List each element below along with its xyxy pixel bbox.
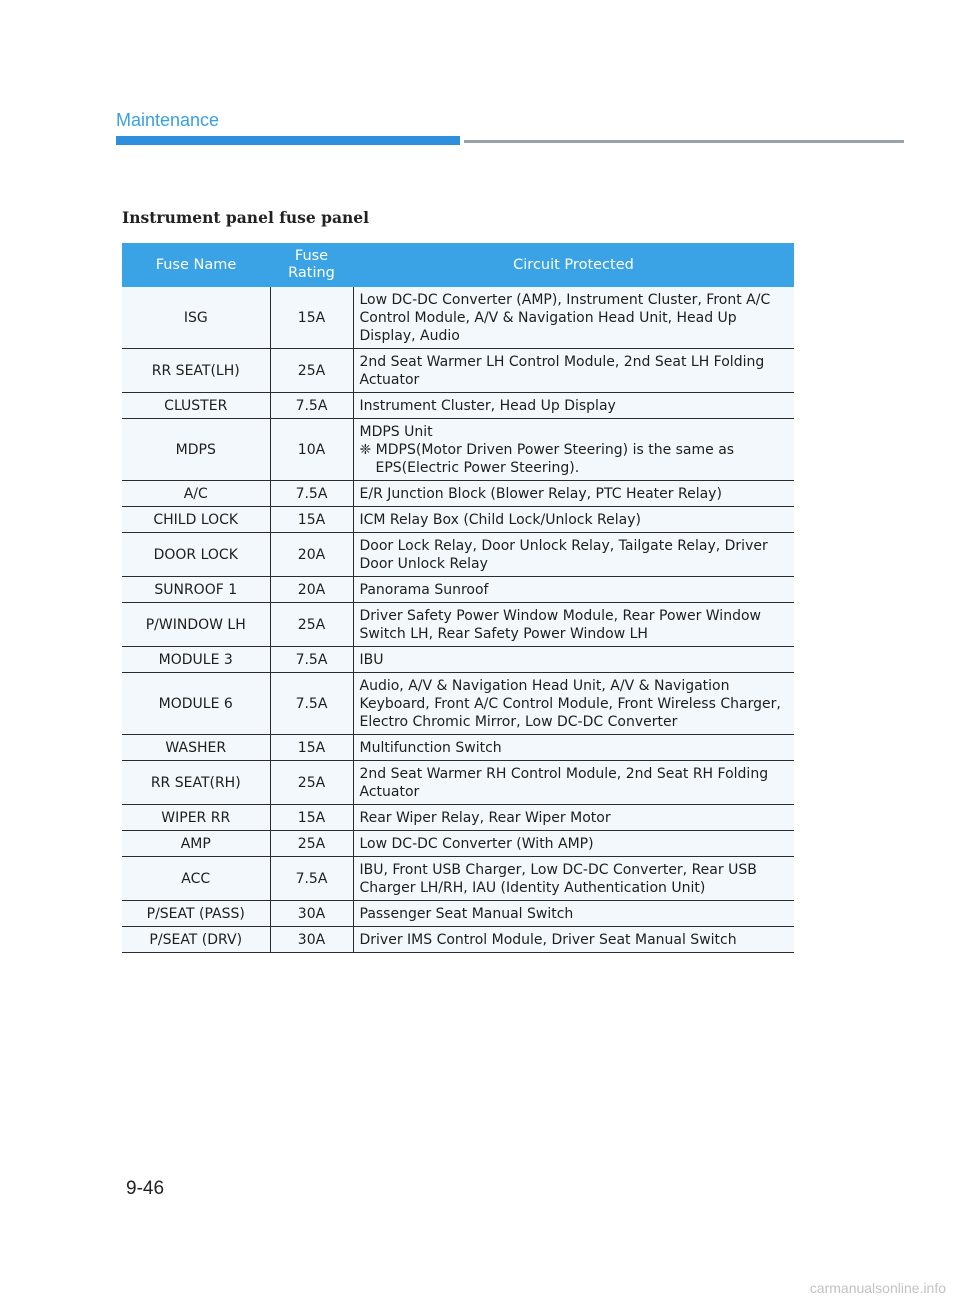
circuit-protected-cell [353,831,794,857]
fuse-rating-cell: 25A [270,603,353,647]
circuit-text: IBU [359,652,384,668]
column-header-circuit-protected: Circuit Protected [353,243,794,287]
fuse-rating-cell: 30A [270,901,353,927]
fuse-name-cell: CHILD LOCK [122,507,270,533]
fuse-rating-cell: 7.5A [270,481,353,507]
table-row [122,419,794,481]
fuse-name-cell: MDPS [122,419,270,481]
table-row [122,805,794,831]
fuse-name-cell: AMP [122,831,270,857]
circuit-text: Multifunction Switch [359,740,502,756]
circuit-protected-cell [353,481,794,507]
fuse-name-cell: A/C [122,481,270,507]
section-title: Maintenance [116,110,220,130]
circuit-protected-cell [353,735,794,761]
circuit-text: Low DC-DC Converter (With AMP) [359,836,594,852]
circuit-protected-cell [353,901,794,927]
circuit-protected-cell [353,287,794,349]
circuit-protected-cell [353,577,794,603]
table-row [122,857,794,901]
fuse-rating-cell: 30A [270,927,353,953]
fuse-name-cell: RR SEAT(RH) [122,761,270,805]
circuit-text: Door Lock Relay, Door Unlock Relay, Tailgate Relay, Driver Door Unlock Relay [359,538,768,572]
fuse-name-cell: P/SEAT (DRV) [122,927,270,953]
circuit-text: ICM Relay Box (Child Lock/Unlock Relay) [359,512,641,528]
circuit-protected-cell [353,761,794,805]
circuit-text: Rear Wiper Relay, Rear Wiper Motor [359,810,611,826]
fuse-name-cell: P/WINDOW LH [122,603,270,647]
circuit-text: Low DC-DC Converter (AMP), Instrument Cluster, Front A/C Control Module, A/V & Navigation Head Unit, Head Up Display, Audio [359,292,771,344]
fuse-name-cell: WASHER [122,735,270,761]
circuit-text: Audio, A/V & Navigation Head Unit, A/V & Navigation Keyboard, Front A/C Control Module, Front Wireless Charger, Electro Chromic Mirror, Low DC-DC Converter [359,678,781,730]
fuse-name-cell: ACC [122,857,270,901]
circuit-text: 2nd Seat Warmer LH Control Module, 2nd Seat LH Folding Actuator [359,354,765,388]
circuit-text: E/R Junction Block (Blower Relay, PTC Heater Relay) [359,486,722,502]
fuse-rating-cell: 20A [270,577,353,603]
circuit-protected-cell [353,673,794,735]
table-row [122,927,794,953]
fuse-rating-cell: 7.5A [270,857,353,901]
table-row [122,349,794,393]
fuse-name-cell: MODULE 6 [122,673,270,735]
table-row [122,287,794,349]
table-row [122,393,794,419]
fuse-name-cell: WIPER RR [122,805,270,831]
fuse-name-cell: ISG [122,287,270,349]
circuit-protected-cell [353,647,794,673]
fuse-name-cell: RR SEAT(LH) [122,349,270,393]
fuse-table-body [122,287,794,953]
page-number: 9-46 [126,1178,165,1199]
header-rule [464,140,904,143]
circuit-text: Instrument Cluster, Head Up Display [359,398,616,414]
fuse-rating-cell: 20A [270,533,353,577]
table-row [122,647,794,673]
fuse-rating-cell: 7.5A [270,393,353,419]
circuit-protected-cell [353,603,794,647]
fuse-rating-cell: 25A [270,831,353,857]
watermark: carmanualsonline.info [809,1280,946,1296]
table-header-row [122,243,794,287]
fuse-rating-cell: 25A [270,761,353,805]
circuit-protected-cell [353,533,794,577]
circuit-text: Driver IMS Control Module, Driver Seat Manual Switch [359,932,737,948]
header-rule-accent [116,136,460,145]
table-row [122,831,794,857]
circuit-text: MDPS Unit [359,424,433,440]
fuse-rating-cell: 15A [270,735,353,761]
column-header-fuse-rating: Fuse Rating [270,243,353,287]
circuit-protected-cell [353,805,794,831]
fuse-rating-cell: 15A [270,507,353,533]
circuit-text: 2nd Seat Warmer RH Control Module, 2nd Seat RH Folding Actuator [359,766,769,800]
table-row [122,481,794,507]
fuse-rating-cell: 15A [270,287,353,349]
table-row [122,901,794,927]
circuit-protected-cell [353,857,794,901]
circuit-protected-cell [353,419,794,481]
table-row [122,507,794,533]
fuse-rating-cell: 7.5A [270,673,353,735]
fuse-rating-cell: 10A [270,419,353,481]
circuit-protected-cell [353,393,794,419]
column-header-fuse-name: Fuse Name [122,243,270,287]
fuse-name-cell: MODULE 3 [122,647,270,673]
table-row [122,761,794,805]
circuit-text: Passenger Seat Manual Switch [359,906,574,922]
fuse-name-cell: SUNROOF 1 [122,577,270,603]
fuse-table [122,243,794,953]
fuse-rating-cell: 25A [270,349,353,393]
circuit-protected-cell [353,927,794,953]
table-row [122,673,794,735]
circuit-text: Panorama Sunroof [359,582,489,598]
fuse-name-cell: P/SEAT (PASS) [122,901,270,927]
fuse-rating-cell: 15A [270,805,353,831]
circuit-protected-cell [353,507,794,533]
circuit-text: IBU, Front USB Charger, Low DC-DC Converter, Rear USB Charger LH/RH, IAU (Identity Authentication Unit) [359,862,757,896]
table-row [122,735,794,761]
page-heading: Instrument panel fuse panel [122,208,370,227]
fuse-rating-cell: 7.5A [270,647,353,673]
fuse-name-cell: DOOR LOCK [122,533,270,577]
circuit-text: Driver Safety Power Window Module, Rear Power Window Switch LH, Rear Safety Power Window LH [359,608,761,642]
table-row [122,533,794,577]
circuit-protected-cell [353,349,794,393]
table-row [122,603,794,647]
circuit-note: ❈ MDPS(Motor Driven Power Steering) is the same as EPS(Electric Power Steering). [359,442,735,476]
fuse-name-cell: CLUSTER [122,393,270,419]
table-row [122,577,794,603]
